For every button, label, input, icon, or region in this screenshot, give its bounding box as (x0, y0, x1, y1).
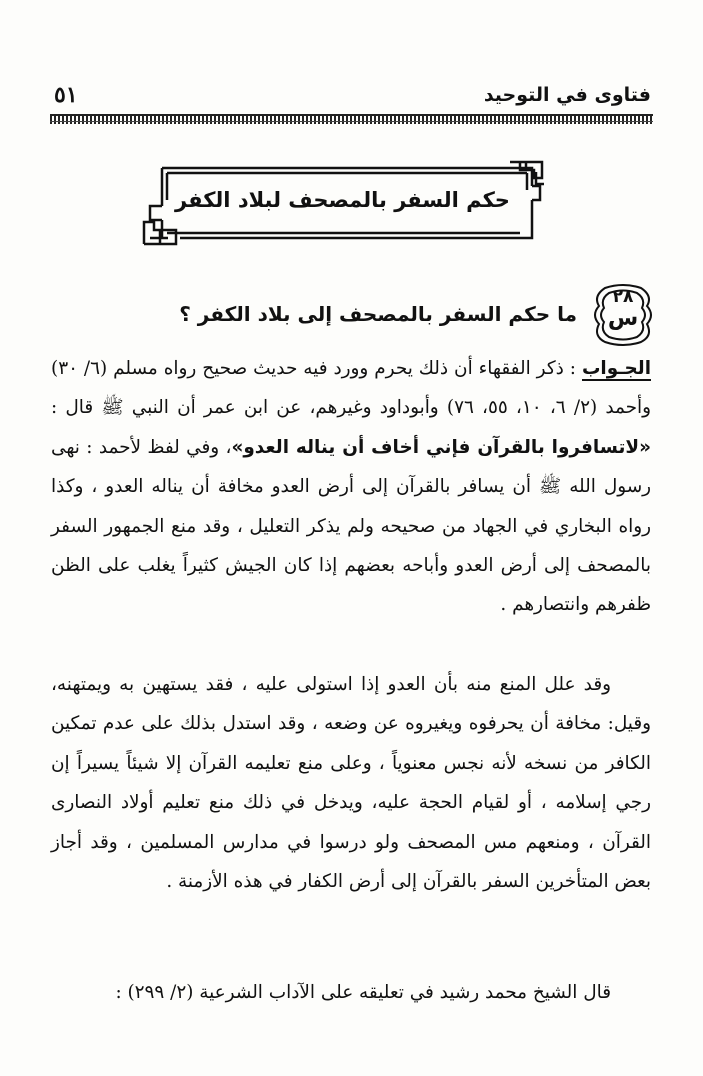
question-letter: س (607, 306, 639, 331)
answer-text-start: : ذكر الفقهاء أن ذلك يحرم وورد فيه حديث صحيح رواه مسلم (٦/ ٣٠) وأحمد (٢/ ٦، ١٠، ٥٥، ٧٦) وأبوداود وغيرهم، عن ابن عمر أن النبي ﷺ قال : (51, 358, 651, 419)
answer-paragraph-2: وقد علل المنع منه بأن العدو إذا استولى عليه ، فقد يستهين به ويمتهنه، وقيل: مخافة أن يحرفوه ويغيروه عن وضعه ، وقد استدل بذلك على عدم تمكين الكافر من نسخه لأنه نجس معنوياً ، وعلى منع تعليمه القرآن إلا شيئاً يسيراً إن رجي إسلامه ، أو لقيام الحجة عليه، ويدخل في ذلك منع تعليم أولاد النصارى القرآن ، ومنعهم مس المصحف ولو درسوا في مدارس المسلمين ، وقد أجاز بعض المتأخرين السفر بالقرآن إلى أرض الكفار في هذه الأزمنة . (51, 674, 651, 893)
chapter-title: حكم السفر بالمصحف لبلاد الكفر (175, 188, 510, 212)
header-rule-line (50, 121, 653, 122)
question-text: ما حكم السفر بالمصحف إلى بلاد الكفر ؟ (179, 302, 577, 326)
answer-paragraph-3: قال الشيخ محمد رشيد في تعليقه على الآداب الشرعية (٢/ ٢٩٩) : (115, 982, 611, 1003)
question-number: ٢٨ (612, 287, 634, 307)
answer-label: الجـواب (581, 358, 652, 379)
hadith-quote: «لاتسافروا بالقرآن فإني أخاف أن يناله العدو» (231, 436, 651, 458)
page-number: ٥١ (54, 82, 78, 108)
chapter-title-frame (140, 160, 545, 246)
running-header-title: فتاوى في التوحيد (483, 84, 651, 106)
header-rule (50, 114, 653, 124)
question-number-badge (591, 284, 655, 346)
answer-paragraph-1 (51, 349, 651, 625)
answer-text-end: ، وفي لفظ لأحمد : نهى رسول الله ﷺ أن يسافر بالقرآن إلى أرض العدو مخافة أن يناله العدو ، وكذا رواه البخاري في الجهاد من صحيحه ولم يذكر التعليل ، وقد منع الجمهور السفر بالمصحف إلى أرض العدو وأباحه بعضهم إذا كان الجيش كثيراً يغلب على الظن ظفرهم وانتصارهم . (51, 436, 651, 616)
